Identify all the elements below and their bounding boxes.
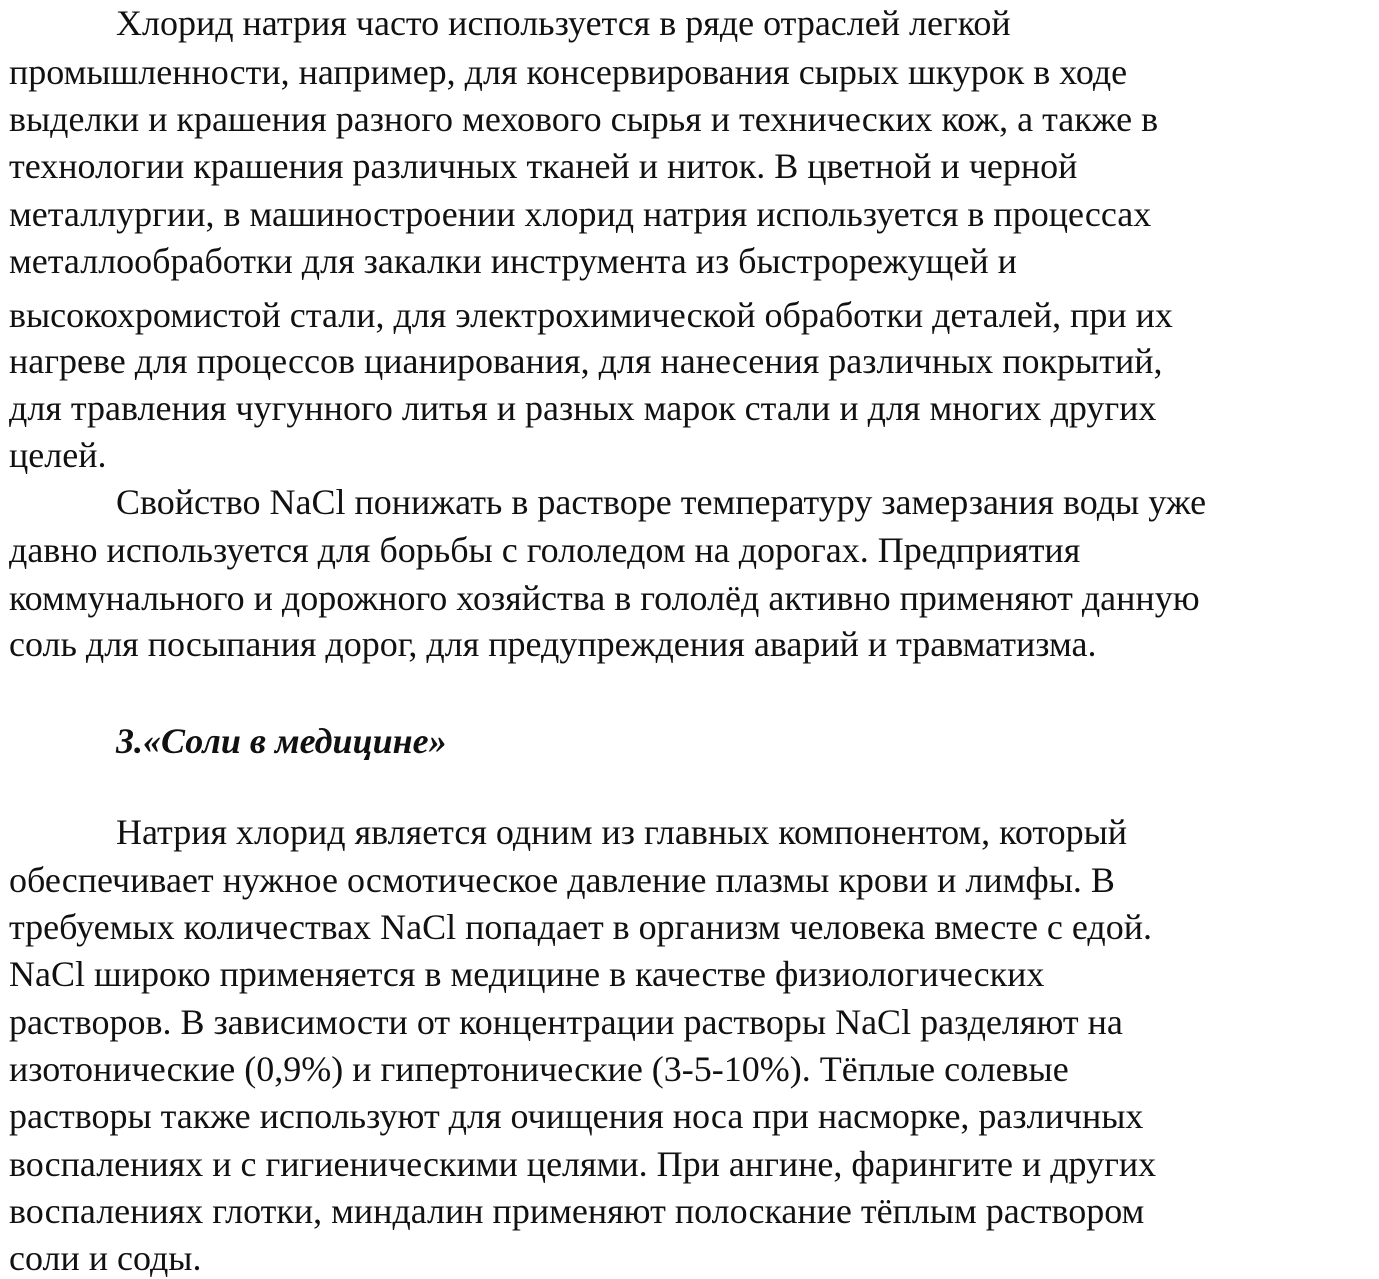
text-line: требуемых количествах NaCl попадает в организм человека вместе с едой. <box>9 907 1152 947</box>
section-heading: 3.«Соли в медицине» <box>116 721 447 761</box>
text-line: целей. <box>9 435 107 475</box>
text-line: Натрия хлорид является одним из главных компонентом, который <box>116 812 1128 852</box>
text-line: высокохромистой стали, для электрохимической обработки деталей, при их <box>9 295 1173 335</box>
text-line: Свойство NaCl понижать в растворе температуру замерзания воды уже <box>116 482 1207 522</box>
text-line: металлургии, в машиностроении хлорид натрия используется в процессах <box>9 194 1152 234</box>
text-line: металлообработки для закалки инструмента из быстрорежущей и <box>9 241 1017 281</box>
text-line: нагреве для процессов цианирования, для нанесения различных покрытий, <box>9 341 1163 381</box>
text-line: промышленности, например, для консервирования сырых шкурок в ходе <box>9 52 1128 92</box>
text-line: NaCl широко применяется в медицине в качестве физиологических <box>9 954 1045 994</box>
text-line: коммунального и дорожного хозяйства в гололёд активно применяют данную <box>9 578 1200 618</box>
text-line: для травления чугунного литья и разных марок стали и для многих других <box>9 388 1157 428</box>
text-line: воспалениях глотки, миндалин применяют полоскание тёплым раствором <box>9 1191 1145 1231</box>
text-line: растворов. В зависимости от концентрации растворы NaCl разделяют на <box>9 1002 1123 1042</box>
text-line: воспалениях и с гигиеническими целями. При ангине, фарингите и других <box>9 1144 1157 1184</box>
text-line: соль для посыпания дорог, для предупреждения аварий и травматизма. <box>9 624 1097 664</box>
text-line: давно используется для борьбы с гололедом на дорогах. Предприятия <box>9 530 1081 570</box>
text-line: обеспечивает нужное осмотическое давление плазмы крови и лимфы. В <box>9 860 1115 900</box>
text-line: изотонические (0,9%) и гипертонические (3-5-10%). Тёплые солевые <box>9 1049 1069 1089</box>
text-line: растворы также используют для очищения носа при насморке, различных <box>9 1096 1144 1136</box>
text-line: выделки и крашения разного мехового сырья и технических кож, а также в <box>9 99 1159 139</box>
text-line: технологии крашения различных тканей и ниток. В цветной и черной <box>9 146 1078 186</box>
text-line: Хлорид натрия часто используется в ряде отраслей легкой <box>116 3 1011 43</box>
text-line: соли и соды. <box>9 1238 202 1278</box>
